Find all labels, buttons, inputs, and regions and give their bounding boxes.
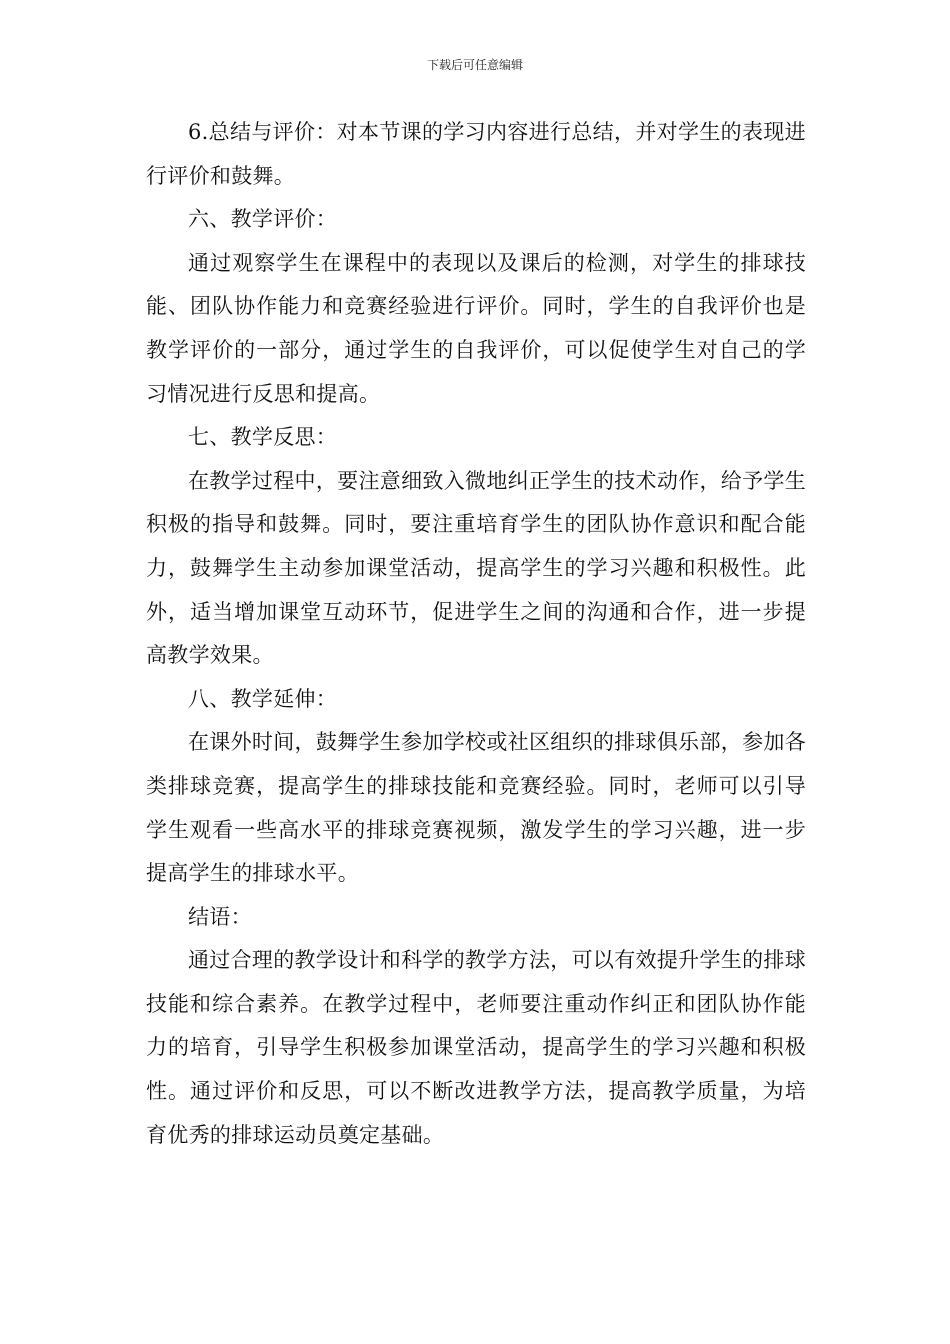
page-header: 下载后可任意编辑 (426, 58, 523, 72)
document-body (146, 111, 806, 1157)
paragraph-teaching-extension: 在课外时间，鼓舞学生参加学校或社区组织的排球俱乐部，参加各类排球竞赛，提高学生的排球技能和竞赛经验。同时，老师可以引导学生观看一些高水平的排球竞赛视频，激发学生的学习兴趣，进一步提高学生的排球水平。 (146, 730, 806, 886)
paragraph-teaching-evaluation: 通过观察学生在课程中的表现以及课后的检测，对学生的排球技能、团队协作能力和竞赛经验进行评价。同时，学生的自我评价也是教学评价的一部分，通过学生的自我评价，可以促使学生对自己的学习情况进行反思和提高。 (146, 250, 806, 406)
paragraph-summary-evaluation: 6.总结与评价：对本节课的学习内容进行总结，并对学生的表现进行评价和鼓舞。 (146, 120, 806, 188)
paragraph-teaching-reflection: 在教学过程中，要注意细致入微地纠正学生的技术动作，给予学生积极的指导和鼓舞。同时，要注重培育学生的团队协作意识和配合能力，鼓舞学生主动参加课堂活动，提高学生的学习兴趣和积极性。此外，适当增加课堂互动环节，促进学生之间的沟通和合作，进一步提高教学效果。 (146, 468, 806, 668)
heading-teaching-evaluation: 六、教学评价： (188, 207, 338, 232)
heading-conclusion: 结语： (188, 904, 252, 929)
paragraph-conclusion: 通过合理的教学设计和科学的教学方法，可以有效提升学生的排球技能和综合素养。在教学过程中，老师要注重动作纠正和团队协作能力的培育，引导学生积极参加课堂活动，提高学生的学习兴趣和积极性。通过评价和反思，可以不断改进教学方法，提高教学质量，为培育优秀的排球运动员奠定基础。 (146, 948, 806, 1147)
heading-teaching-extension: 八、教学延伸： (188, 686, 338, 711)
heading-teaching-reflection: 七、教学反思： (188, 425, 338, 450)
